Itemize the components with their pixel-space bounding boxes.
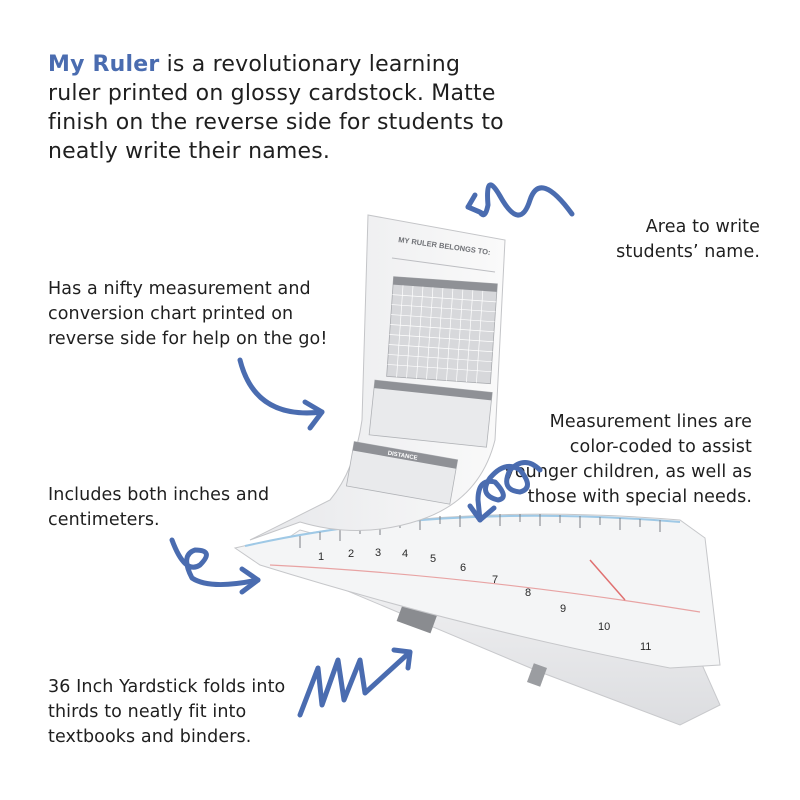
ruler-number: 7 xyxy=(492,574,499,586)
ruler-number: 11 xyxy=(640,641,652,653)
callout-name-area: Area to write students’ name. xyxy=(616,217,760,262)
conversion-chart-grid xyxy=(387,277,498,384)
ruler-number: 10 xyxy=(598,621,611,633)
callout-units: Includes both inches and centimeters. xyxy=(48,485,270,530)
belongs-label: MY RULER BELONGS TO: xyxy=(397,235,492,257)
callout-conversion-chart: Has a nifty measurement and conversion chart printed on reverse side for help on the go! xyxy=(48,279,328,349)
callout-folding: 36 Inch Yardstick folds into thirds to neatly fit into textbooks and binders. xyxy=(48,677,286,747)
ruler-number: 5 xyxy=(430,553,437,565)
ruler-number: 2 xyxy=(348,548,355,560)
ruler-number: 9 xyxy=(560,603,567,615)
callout-color-coded-lines: Measurement lines are color-coded to assist younger children, as well as those with special needs. xyxy=(504,412,752,507)
fraction-table xyxy=(369,380,492,447)
ruler-number: 3 xyxy=(375,547,382,559)
brand-name: My Ruler xyxy=(48,52,160,77)
ruler-number: 4 xyxy=(402,548,409,560)
ruler-number: 8 xyxy=(525,587,532,599)
ruler-number: 6 xyxy=(460,562,467,574)
ruler-number: 1 xyxy=(318,551,325,563)
intro-text: is a revolutionary learning ruler printed on glossy cardstock. Matte finish on the reverse side for students to neatly write their names. xyxy=(48,52,504,164)
distance-label: DISTANCE xyxy=(387,450,418,462)
